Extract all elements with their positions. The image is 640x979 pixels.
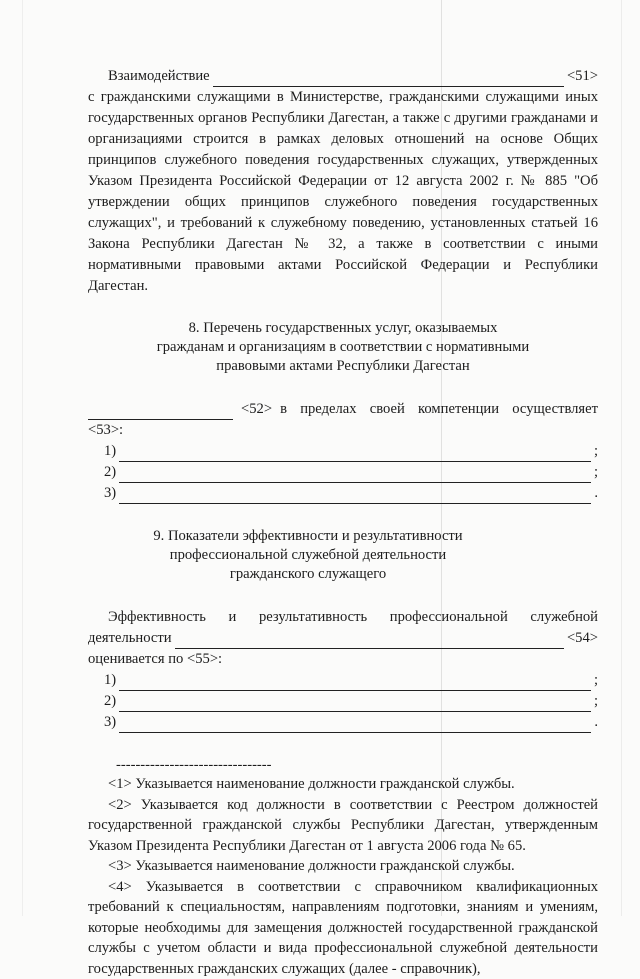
- section-9-title: 9. Показатели эффективности и результативности профессиональной служебной деятельности гражданского служащего: [88, 527, 598, 584]
- footnote-item: <1> Указывается наименование должности гражданской службы.: [88, 774, 598, 795]
- section-8-item: 2) ;: [88, 462, 598, 483]
- blank-line: [88, 404, 233, 420]
- footnote-ref: <53>:: [88, 420, 598, 441]
- blank-line: [119, 696, 591, 712]
- blank-line: [119, 446, 591, 462]
- scan-artifact-line: [621, 0, 622, 916]
- section-9-activity-line: деятельности <54>: [88, 628, 598, 649]
- section-9-item: 3) .: [88, 712, 598, 733]
- section-8-item: 1) ;: [88, 441, 598, 462]
- blank-line: [119, 467, 591, 483]
- footnotes: [88, 774, 598, 979]
- footnote-ref: <54>: [567, 628, 598, 649]
- scan-artifact-line: [22, 0, 23, 916]
- blank-line: [119, 675, 591, 691]
- footnote-item: <2> Указывается код должности в соответствии с Реестром должностей государственной гражданской службы Республики Дагестан, утвержденным Указом Президента Республики Дагестан от 1 августа 2006 года № 65.: [88, 795, 598, 857]
- interaction-label: Взаимодействие: [108, 66, 210, 87]
- blank-line: [213, 71, 564, 87]
- footnote-ref: <52>: [241, 399, 272, 420]
- section-9-item: 1) ;: [88, 670, 598, 691]
- footnote-item: <3> Указывается наименование должности гражданской службы.: [88, 856, 598, 877]
- footnote-item: <4> Указывается в соответствии с справочником квалификационных требований к специальностям, направлениям подготовки, знаниям и умениям, которые необходимы для замещения должностей государственной гражданской службы с учетом области и вида профессиональной служебной деятельности государственных гражданских служащих (далее - справочник),: [88, 877, 598, 979]
- blank-line: [119, 488, 591, 504]
- blank-line: [119, 717, 591, 733]
- interaction-paragraph: с гражданскими служащими в Министерстве, гражданскими служащими иных государственных органов Республики Дагестан, а также с другими гражданами и организациями строится в рамках деловых отношений на основе Общих принципов служебного поведения государственных служащих, утвержденных Указом Президента Российской Федерации от 12 августа 2002 г. № 885 "Об утверждении общих принципов служебного поведения государственных служащих", и требований к служебному поведению, установленных статьей 16 Закона Республики Дагестан № 32, а также в соответствии с иными нормативными правовыми актами Российской Федерации и Республики Дагестан.: [88, 87, 598, 297]
- footnote-separator: --------------------------------: [88, 756, 598, 774]
- section-9-item: 2) ;: [88, 691, 598, 712]
- section-9-evaluated: оценивается по <55>:: [88, 649, 598, 670]
- document-body: [88, 66, 598, 979]
- section-8-title: 8. Перечень государственных услуг, оказываемых гражданам и организациям в соответствии с нормативными правовыми актами Республики Дагестан: [88, 319, 598, 376]
- section-8-lead-text: в пределах своей компетенции осуществляет: [280, 399, 598, 420]
- footnote-ref: <51>: [567, 66, 598, 87]
- section-8-item: 3) .: [88, 483, 598, 504]
- section-8-lead-line: [88, 399, 598, 420]
- interaction-lead-line: [88, 66, 598, 87]
- blank-line: [175, 633, 564, 649]
- section-9-text: Эффективность и результативность профессиональной служебной: [88, 607, 598, 628]
